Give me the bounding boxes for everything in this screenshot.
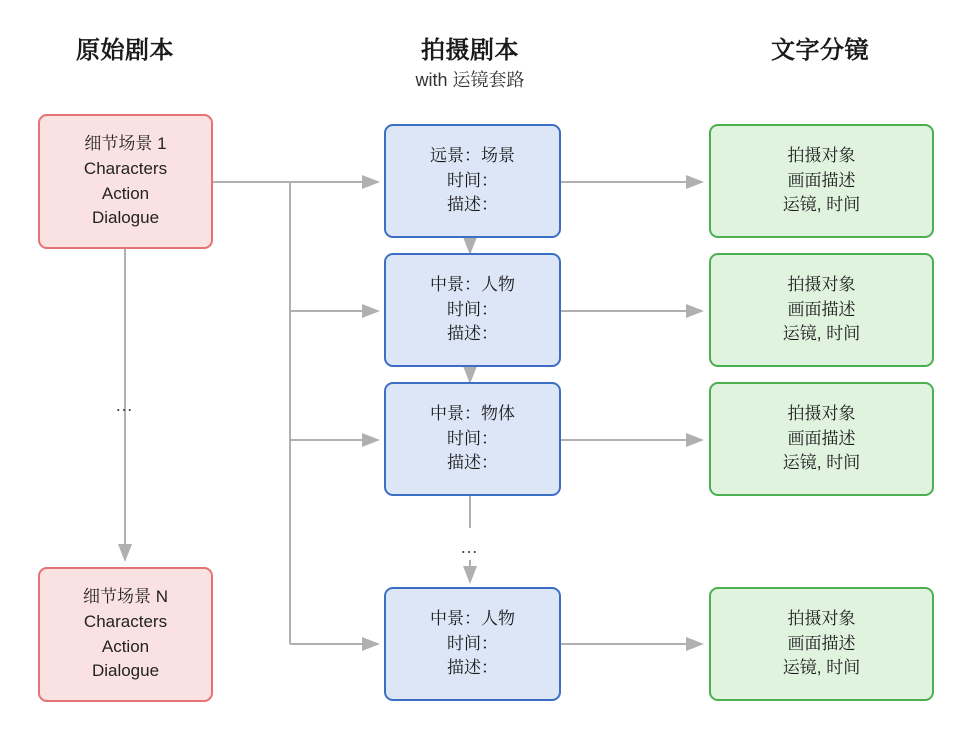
shot-node-line: 描述： [447,658,498,678]
shot-node-3[interactable] [384,382,561,496]
shot-node-line: 描述： [447,453,498,473]
shot-node-line: 中景：人物 [430,609,515,629]
shot-node-line: 时间： [447,633,498,653]
storyboard-node-line: 运镜, 时间 [782,324,861,344]
shot-node-line: 描述： [447,195,498,215]
shot-node-line: 中景：人物 [430,275,515,295]
script-node-last[interactable] [38,567,213,702]
column-title-shooting-script: 拍摄剧本 [421,37,519,64]
storyboard-node-3[interactable] [709,382,934,496]
script-node-line: Dialogue [91,208,160,228]
column-subtitle-shooting-script: with 运镜套路 [415,70,525,90]
storyboard-node-line: 拍摄对象 [787,146,856,166]
shot-node-line: 时间： [447,299,498,319]
script-node-first[interactable] [38,114,213,249]
storyboard-node-2[interactable] [709,253,934,367]
shot-column-ellipsis: … [460,537,480,557]
storyboard-node-line: 画面描述 [787,170,856,190]
storyboard-node-line: 运镜, 时间 [782,195,861,215]
storyboard-node-line: 运镜, 时间 [782,658,861,678]
script-node-line: Action [101,636,150,656]
shot-node-4[interactable] [384,587,561,701]
storyboard-node-line: 画面描述 [787,299,856,319]
script-column-ellipsis: … [115,395,135,415]
shot-node-2[interactable] [384,253,561,367]
storyboard-node-line: 拍摄对象 [787,609,856,629]
shot-node-1[interactable] [384,124,561,238]
shot-node-line: 时间： [447,428,498,448]
storyboard-node-line: 画面描述 [787,633,856,653]
storyboard-node-line: 拍摄对象 [787,275,856,295]
shot-node-line: 时间： [447,170,498,190]
script-node-line: 细节场景 1 [84,134,167,154]
script-node-line: Dialogue [91,661,160,681]
storyboard-node-4[interactable] [709,587,934,701]
storyboard-node-line: 画面描述 [787,428,856,448]
storyboard-node-line: 运镜, 时间 [782,453,861,473]
storyboard-node-1[interactable] [709,124,934,238]
column-title-original-script: 原始剧本 [76,37,174,64]
storyboard-node-line: 拍摄对象 [787,404,856,424]
script-node-line: Characters [83,158,168,178]
script-node-line: Action [101,183,150,203]
script-node-line: 细节场景 N [83,587,168,607]
shot-node-line: 远景：场景 [430,146,515,166]
column-title-text-storyboard: 文字分镜 [771,37,869,64]
script-node-line: Characters [83,611,168,631]
shot-node-line: 中景：物体 [430,404,515,424]
shot-node-line: 描述： [447,324,498,344]
